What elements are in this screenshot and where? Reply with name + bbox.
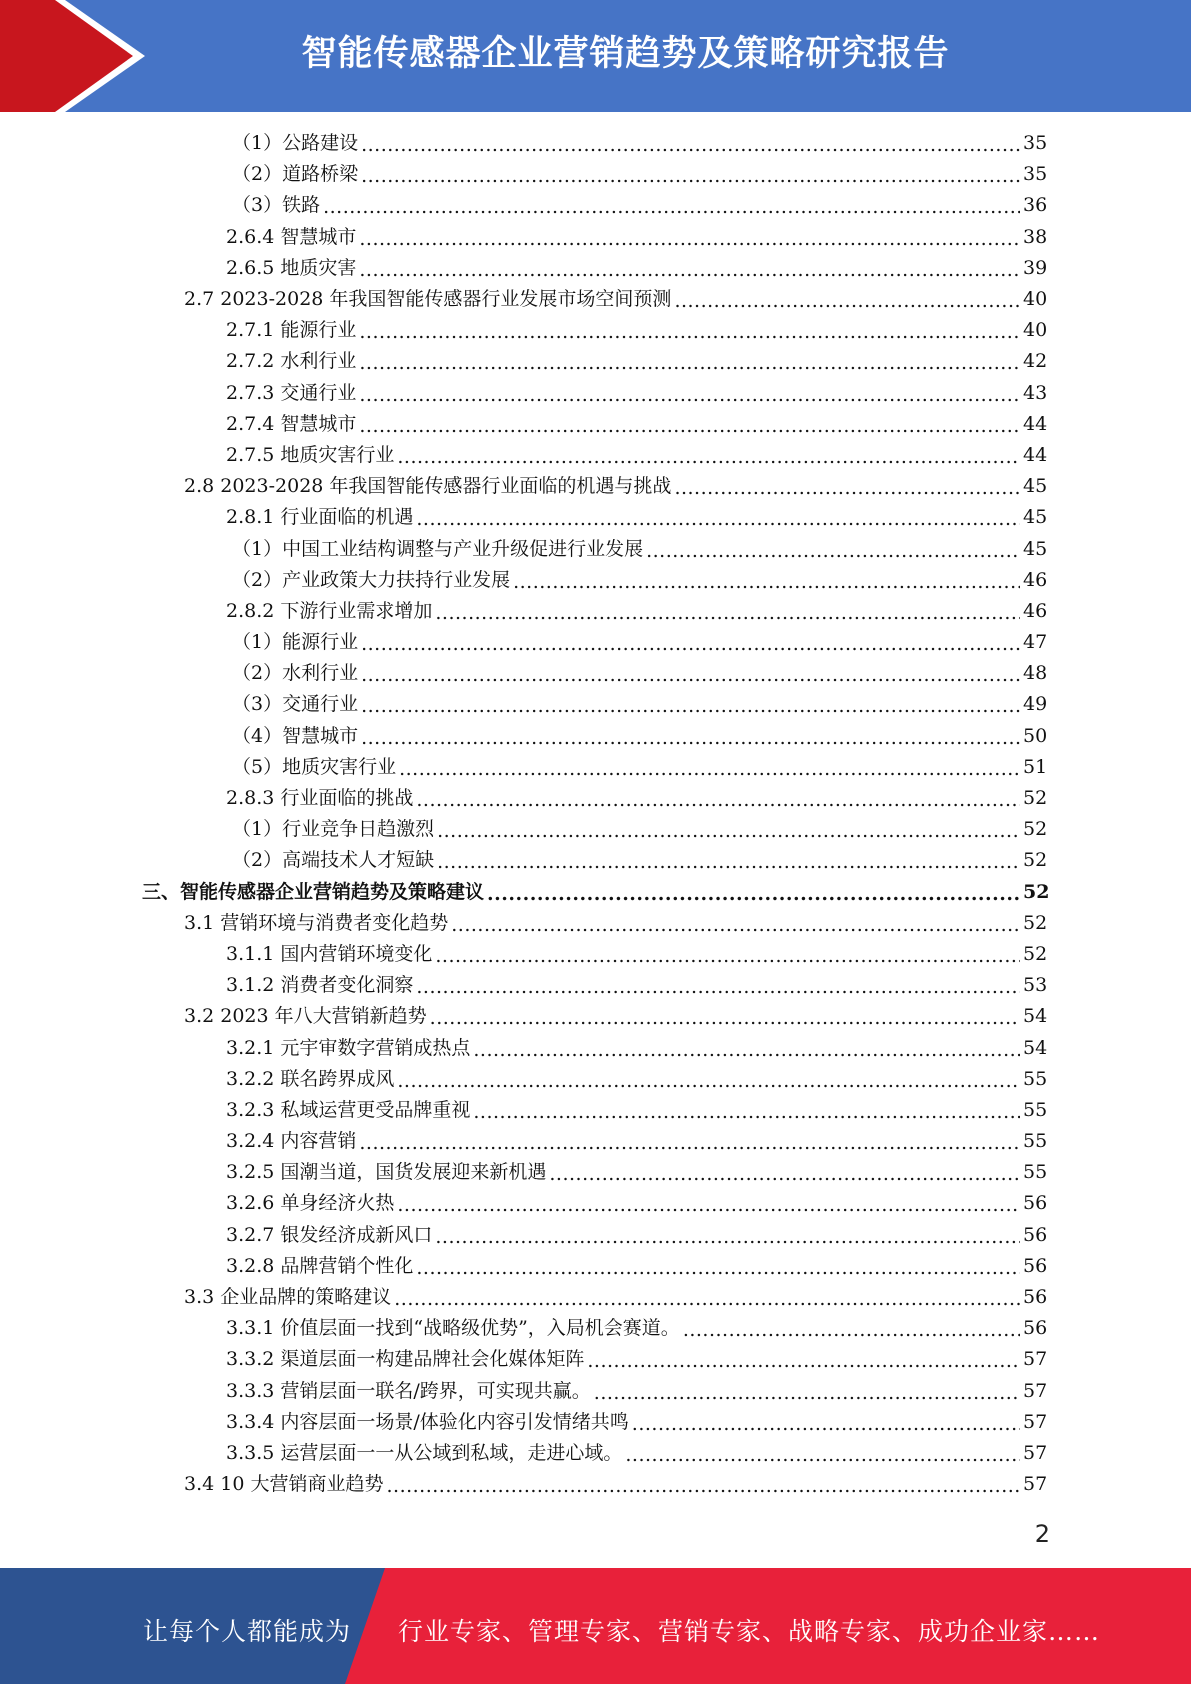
toc-entry[interactable] [0,658,1191,689]
toc-entry[interactable] [0,1188,1191,1219]
toc-entry-title: （2）产业政策大力扶持行业发展 [232,568,511,591]
toc-entry-page: 35 [1023,163,1048,186]
toc-entry[interactable] [0,1344,1191,1375]
toc-entry-page: 55 [1023,1161,1048,1184]
toc-entry-page: 35 [1023,132,1048,155]
toc-entry-page: 45 [1023,506,1048,529]
toc-dot-leader [587,1352,1020,1371]
toc-dot-leader [549,1165,1020,1184]
toc-entry-page: 53 [1023,974,1048,997]
toc-dot-leader [359,1134,1020,1153]
toc-entry-title: 3.2.3 私域运营更受品牌重视 [226,1098,471,1121]
toc-dot-leader [397,1196,1020,1215]
toc-entry[interactable] [0,253,1191,284]
toc-entry[interactable] [0,689,1191,720]
toc-dot-leader [674,292,1020,311]
toc-entry-title: 3.3 企业品牌的策略建议 [184,1286,392,1309]
toc-entry-page: 56 [1023,1254,1048,1277]
toc-entry[interactable] [0,378,1191,409]
toc-entry-title: 2.7.4 智慧城市 [226,412,357,435]
toc-dot-leader [430,1009,1020,1028]
toc-entry-title: 2.7.2 水利行业 [226,350,357,373]
toc-entry[interactable] [0,596,1191,627]
toc-entry-title: （3）铁路 [232,194,321,217]
toc-entry-title: 3.3.3 营销层面一联名/跨界，可实现共赢。 [226,1379,591,1402]
toc-entry-page: 42 [1023,350,1048,373]
toc-entry-page: 54 [1023,1005,1048,1028]
toc-entry-title: 2.6.5 地质灾害 [226,256,357,279]
toc-entry-title: 3.2.7 银发经济成新风口 [226,1223,433,1246]
toc-entry[interactable] [0,315,1191,346]
toc-entry[interactable] [0,471,1191,502]
toc-entry-page: 56 [1023,1223,1048,1246]
toc-dot-leader [451,916,1020,935]
toc-dot-leader [361,729,1020,748]
toc-entry[interactable] [0,1064,1191,1095]
toc-dot-leader [359,230,1020,249]
toc-entry[interactable] [0,627,1191,658]
toc-entry-title: （3）交通行业 [232,693,359,716]
toc-dot-leader [361,136,1020,155]
toc-entry-title: 3.2 2023 年八大营销新趋势 [184,1005,427,1028]
toc-entry-title: 3.2.6 单身经济火热 [226,1192,395,1215]
toc-entry-page: 56 [1023,1192,1048,1215]
toc-entry-page: 52 [1023,911,1048,934]
toc-entry-title: 2.6.4 智慧城市 [226,225,357,248]
toc-entry-title: 3.3.5 运营层面一一从公域到私域，走进心域。 [226,1441,623,1464]
toc-entry[interactable] [0,1407,1191,1438]
toc-dot-leader [435,947,1020,966]
toc-entry-title: 2.8.1 行业面临的机遇 [226,506,414,529]
toc-dot-leader [361,635,1020,654]
toc-entry-title: 3.3.1 价值层面一找到“战略级优势”，入局机会赛道。 [226,1317,680,1340]
toc-entry-page: 57 [1023,1410,1048,1433]
toc-dot-leader [513,573,1020,592]
toc-entry-title: 3.2.8 品牌营销个性化 [226,1254,414,1277]
toc-entry[interactable] [0,1376,1191,1407]
toc-entry-page: 52 [1023,818,1048,841]
toc-entry-page: 52 [1023,849,1048,872]
toc-entry-title: （5）地质灾害行业 [232,755,397,778]
toc-entry[interactable] [0,284,1191,315]
toc-entry-title: （2）道路桥梁 [232,163,359,186]
toc-entry-page: 36 [1023,194,1048,217]
toc-entry[interactable] [0,128,1191,159]
toc-dot-leader [416,978,1020,997]
toc-entry-title: 3.2.1 元宇审数字营销成热点 [226,1036,471,1059]
toc-dot-leader [683,1321,1020,1340]
toc-entry-page: 57 [1023,1379,1048,1402]
toc-entry[interactable] [0,752,1191,783]
toc-entry-title: （1）能源行业 [232,631,359,654]
toc-entry[interactable] [0,222,1191,253]
toc-entry-page: 46 [1023,599,1048,622]
toc-dot-leader [416,1259,1020,1278]
toc-entry-page: 52 [1023,880,1050,903]
toc-entry-page: 44 [1023,412,1048,435]
toc-entry-page: 38 [1023,225,1048,248]
toc-entry-page: 51 [1023,755,1048,778]
toc-entry-title: 2.7.3 交通行业 [226,381,357,404]
toc-entry-page: 55 [1023,1067,1048,1090]
toc-entry-page: 43 [1023,381,1048,404]
toc-entry-title: 3.1.1 国内营销环境变化 [226,942,433,965]
toc-entry-title: 3.1.2 消费者变化洞察 [226,974,414,997]
toc-dot-leader [361,697,1020,716]
toc-dot-leader [594,1384,1020,1403]
toc-entry-title: （1）公路建设 [232,132,359,155]
toc-entry-title: 三、智能传感器企业营销趋势及策略建议 [142,880,485,903]
toc-entry[interactable] [0,502,1191,533]
toc-dot-leader [632,1415,1020,1434]
toc-entry[interactable] [0,409,1191,440]
toc-entry-title: 2.7.1 能源行业 [226,319,357,342]
toc-dot-leader [359,323,1020,342]
toc-entry-title: （4）智慧城市 [232,724,359,747]
toc-entry-page: 56 [1023,1286,1048,1309]
toc-dot-leader [359,386,1020,405]
toc-entry-page: 48 [1023,662,1048,685]
toc-entry[interactable] [0,1157,1191,1188]
toc-dot-leader [416,510,1020,529]
footer-slogan-left: 让每个人都能成为 [143,1617,352,1646]
toc-entry[interactable] [0,1095,1191,1126]
toc-entry[interactable] [0,908,1191,939]
toc-entry-page: 56 [1023,1317,1048,1340]
toc-dot-leader [625,1446,1020,1465]
toc-entry-page: 44 [1023,443,1048,466]
toc-entry-page: 55 [1023,1098,1048,1121]
toc-entry[interactable] [0,565,1191,596]
toc-dot-leader [399,760,1020,779]
toc-dot-leader [361,666,1020,685]
page-header [0,0,1191,112]
toc-entry-title: 2.8.3 行业面临的挑战 [226,787,414,810]
toc-entry[interactable] [0,1282,1191,1313]
toc-entry[interactable] [0,939,1191,970]
toc-dot-leader [487,885,1020,904]
toc-entry-title: 2.8 2023-2028 年我国智能传感器行业面临的机遇与挑战 [184,475,672,498]
toc-entry-title: 2.7 2023-2028 年我国智能传感器行业发展市场空间预测 [184,288,672,311]
toc-entry-page: 46 [1023,568,1048,591]
toc-entry-title: （2）高端技术人才短缺 [232,849,435,872]
toc-dot-leader [394,1290,1020,1309]
toc-entry-page: 49 [1023,693,1048,716]
footer-slogan-right: 行业专家、管理专家、营销专家、战略专家、成功企业家…… [398,1617,1101,1646]
toc-dot-leader [435,1228,1020,1247]
toc-dot-leader [437,822,1020,841]
toc-entry-title: 3.3.2 渠道层面一构建品牌社会化媒体矩阵 [226,1348,585,1371]
toc-dot-leader [361,167,1020,186]
toc-entry-title: 2.7.5 地质灾害行业 [226,443,395,466]
toc-entry-page: 45 [1023,475,1048,498]
toc-dot-leader [323,198,1020,217]
toc-entry[interactable] [0,440,1191,471]
toc-dot-leader [674,479,1020,498]
toc-entry-title: 3.1 营销环境与消费者变化趋势 [184,911,449,934]
toc-entry[interactable] [0,721,1191,752]
toc-entry[interactable] [0,877,1191,908]
toc-dot-leader [473,1103,1020,1122]
toc-entry[interactable] [0,1001,1191,1032]
toc-dot-leader [646,542,1020,561]
toc-entry-page: 39 [1023,256,1048,279]
toc-entry-page: 45 [1023,537,1048,560]
toc-dot-leader [359,417,1020,436]
table-of-contents [0,128,1191,1500]
toc-entry-title: 3.2.5 国潮当道，国货发展迎来新机遇 [226,1161,547,1184]
toc-entry-page: 57 [1023,1348,1048,1371]
toc-dot-leader [386,1477,1020,1496]
toc-entry[interactable] [0,1126,1191,1157]
toc-entry-page: 57 [1023,1473,1048,1496]
toc-entry-title: 3.2.2 联名跨界成风 [226,1067,395,1090]
toc-entry-title: （1）中国工业结构调整与产业升级促进行业发展 [232,537,644,560]
toc-entry-title: 3.2.4 内容营销 [226,1130,357,1153]
toc-entry[interactable] [0,783,1191,814]
toc-entry[interactable] [0,1251,1191,1282]
toc-dot-leader [397,448,1020,467]
toc-entry-title: 3.4 10 大营销商业趋势 [184,1473,384,1496]
toc-entry-page: 52 [1023,787,1048,810]
toc-entry-page: 40 [1023,319,1048,342]
toc-entry[interactable] [0,1032,1191,1063]
toc-entry-page: 54 [1023,1036,1048,1059]
toc-entry[interactable] [0,1438,1191,1469]
toc-entry-page: 52 [1023,942,1048,965]
toc-dot-leader [473,1041,1020,1060]
toc-entry[interactable] [0,533,1191,564]
toc-dot-leader [359,354,1020,373]
toc-entry[interactable] [0,970,1191,1001]
toc-entry-title: 3.3.4 内容层面一场景/体验化内容引发情绪共鸣 [226,1410,629,1433]
toc-entry-page: 47 [1023,631,1048,654]
toc-entry-page: 40 [1023,288,1048,311]
toc-entry-page: 55 [1023,1130,1048,1153]
toc-entry[interactable] [0,1220,1191,1251]
toc-dot-leader [359,261,1020,280]
document-title: 智能传感器企业营销趋势及策略研究报告 [301,34,950,74]
toc-entry-title: （1）行业竞争日趋激烈 [232,818,435,841]
toc-entry[interactable] [0,190,1191,221]
toc-entry[interactable] [0,1313,1191,1344]
toc-entry[interactable] [0,1469,1191,1500]
page-number: 2 [1034,1520,1050,1548]
toc-entry-title: （2）水利行业 [232,662,359,685]
toc-entry[interactable] [0,845,1191,876]
toc-dot-leader [435,604,1020,623]
toc-entry-page: 57 [1023,1441,1048,1464]
toc-entry-page: 50 [1023,724,1048,747]
toc-entry[interactable] [0,159,1191,190]
toc-dot-leader [416,791,1020,810]
toc-entry[interactable] [0,814,1191,845]
toc-entry-title: 2.8.2 下游行业需求增加 [226,599,433,622]
toc-entry[interactable] [0,346,1191,377]
toc-dot-leader [397,1072,1020,1091]
toc-dot-leader [437,853,1020,872]
page-footer [0,1568,1191,1684]
